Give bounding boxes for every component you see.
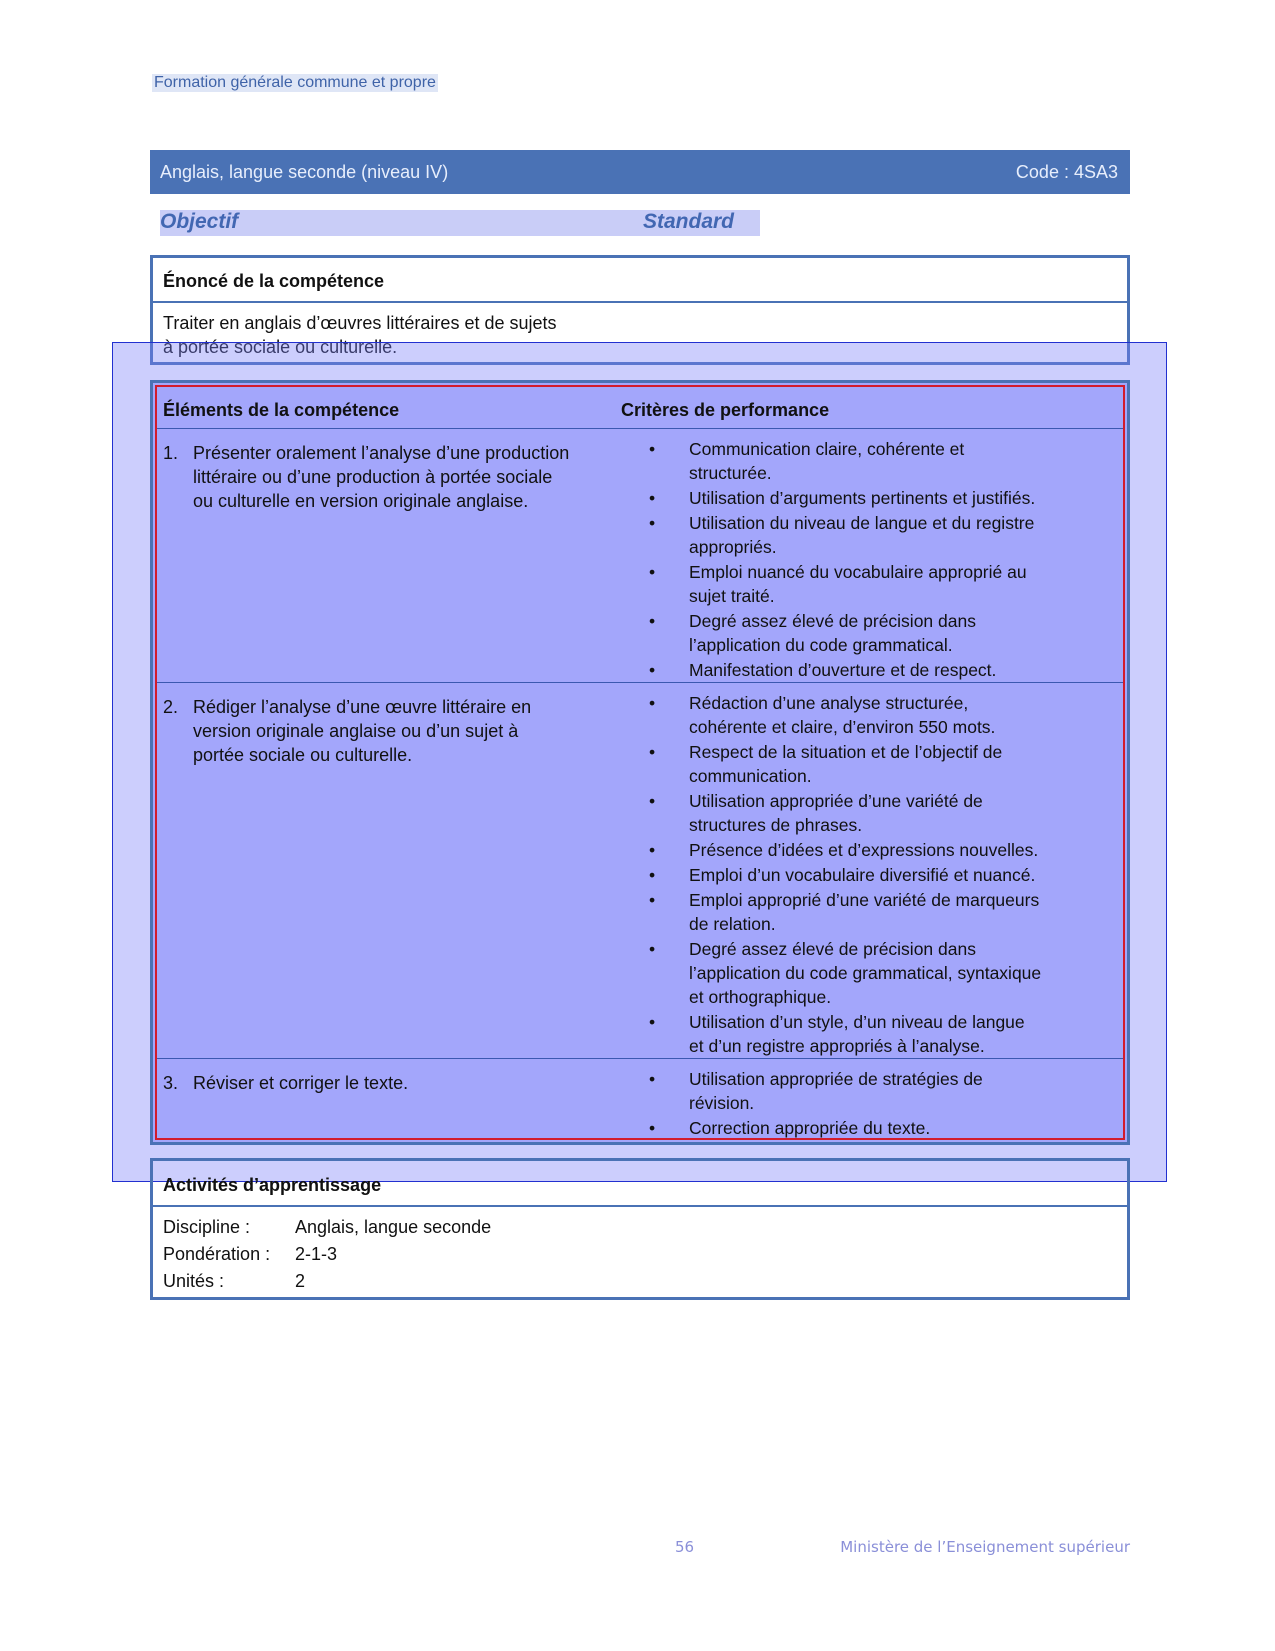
criteria-header-label: Critères de performance: [621, 400, 830, 420]
criterion-text-line: Degré assez élevé de précision dans: [689, 939, 976, 959]
criterion-item: [647, 511, 1127, 559]
element-text-line: littéraire ou d’une production à portée sociale: [193, 467, 553, 487]
element-text-line: version originale anglaise ou d’un sujet à: [193, 721, 519, 741]
criterion-text-line: Utilisation appropriée d’une variété de: [689, 791, 983, 811]
criterion-item: [647, 789, 1127, 837]
criterion-text: [689, 560, 1027, 608]
criterion-text-line: Emploi nuancé du vocabulaire approprié au: [689, 562, 1027, 582]
criterion-item: [647, 1010, 1127, 1058]
bullet-icon: •: [649, 1012, 656, 1032]
ponderation-line: [163, 1244, 337, 1265]
criterion-text: [689, 789, 983, 837]
elements-table-header: [157, 387, 1123, 429]
criterion-text-line: l’application du code grammatical, syntaxique: [689, 963, 1042, 983]
criterion-text-line: Degré assez élevé de précision dans: [689, 611, 976, 631]
course-title-bar: [150, 150, 1130, 194]
bullet-icon: •: [649, 439, 656, 459]
criterion-item: [647, 888, 1127, 936]
bullet-icon: •: [649, 488, 656, 508]
bullet-icon: •: [649, 562, 656, 582]
criterion-text-line: Utilisation appropriée de stratégies de: [689, 1069, 983, 1089]
element-description: [163, 441, 633, 513]
course-code: Code : 4SA3: [1015, 161, 1118, 182]
criterion-item: [647, 658, 1127, 682]
element-number: 1.: [163, 443, 179, 463]
criterion-item: [647, 560, 1127, 608]
bullet-icon: •: [649, 791, 656, 811]
criterion-text-line: sujet traité.: [689, 586, 775, 606]
bullet-icon: •: [649, 1069, 656, 1089]
criterion-text: [689, 1116, 930, 1140]
standard-heading: Standard: [643, 210, 735, 233]
bullet-icon: •: [649, 742, 656, 762]
discipline-line: [163, 1217, 491, 1238]
criterion-text-line: cohérente et claire, d’environ 550 mots.: [689, 717, 996, 737]
criterion-text-line: Manifestation d’ouverture et de respect.: [689, 660, 997, 680]
course-title: Anglais, langue seconde (niveau IV): [160, 161, 449, 182]
criterion-text: [689, 437, 964, 485]
criterion-item: [647, 437, 1127, 485]
criterion-text: [689, 486, 1035, 510]
criterion-text: [689, 937, 1041, 1009]
ponderation-label: Pondération :: [163, 1244, 271, 1264]
elements-rows: [157, 429, 1123, 1138]
bullet-icon: •: [649, 890, 656, 910]
statement-line: Traiter en anglais d’œuvres littéraires et de sujets: [163, 313, 557, 333]
page-footer: [675, 1538, 1130, 1558]
statement-line: à portée sociale ou culturelle.: [163, 337, 398, 357]
element-row: [157, 1059, 1123, 1138]
criterion-text: [689, 838, 1038, 862]
bullet-icon: •: [649, 939, 656, 959]
element-text: [193, 441, 569, 513]
criterion-text-line: révision.: [689, 1093, 755, 1113]
bullet-icon: •: [649, 611, 656, 631]
competency-elements-table: [150, 380, 1130, 1145]
objective-standard-row: [160, 210, 760, 236]
criterion-text: [689, 691, 995, 739]
criterion-text: [689, 863, 1035, 887]
criterion-text-line: de relation.: [689, 914, 776, 934]
criterion-text-line: structurée.: [689, 463, 772, 483]
criterion-item: [647, 1116, 1127, 1140]
elements-header-label: Éléments de la compétence: [163, 400, 400, 420]
units-label: Unités :: [163, 1271, 225, 1291]
learning-activities-header: Activités d’apprentissage: [153, 1161, 1127, 1207]
element-description: [163, 1071, 633, 1095]
element-number: 2.: [163, 697, 179, 717]
criterion-text-line: Emploi d’un vocabulaire diversifié et nuancé.: [689, 865, 1036, 885]
criterion-text: [689, 609, 976, 657]
performance-criteria-list: [647, 1067, 1127, 1141]
competency-statement-header: Énoncé de la compétence: [153, 258, 1127, 303]
criterion-item: [647, 863, 1127, 887]
criterion-text-line: l’application du code grammatical.: [689, 635, 953, 655]
units-line: [163, 1271, 305, 1292]
criterion-text-line: et orthographique.: [689, 987, 832, 1007]
bullet-icon: •: [649, 865, 656, 885]
criterion-text-line: Utilisation du niveau de langue et du registre: [689, 513, 1035, 533]
criterion-text-line: Respect de la situation et de l’objectif de: [689, 742, 1003, 762]
units-value: 2: [295, 1271, 306, 1291]
ponderation-value: 2-1-3: [295, 1244, 338, 1264]
criterion-text-line: communication.: [689, 766, 812, 786]
element-text: [193, 1071, 408, 1095]
criterion-item: [647, 740, 1127, 788]
criterion-text: [689, 658, 996, 682]
criterion-text-line: Communication claire, cohérente et: [689, 439, 965, 459]
bullet-icon: •: [649, 513, 656, 533]
criterion-text: [689, 888, 1039, 936]
criterion-item: [647, 838, 1127, 862]
criterion-text-line: Utilisation d’arguments pertinents et justifiés.: [689, 488, 1036, 508]
element-text-line: ou culturelle en version originale anglaise.: [193, 491, 529, 511]
performance-criteria-list: [647, 437, 1127, 683]
criterion-text-line: appropriés.: [689, 537, 777, 557]
bullet-icon: •: [649, 840, 656, 860]
criterion-text: [689, 511, 1034, 559]
criterion-item: [647, 1067, 1127, 1115]
criterion-text-line: Emploi approprié d’une variété de marqueurs: [689, 890, 1040, 910]
element-text-line: Présenter oralement l’analyse d’une production: [193, 443, 570, 463]
bullet-icon: •: [649, 660, 656, 680]
criterion-text: [689, 740, 1002, 788]
objective-heading: Objectif: [160, 210, 239, 233]
criterion-item: [647, 486, 1127, 510]
element-description: [163, 695, 633, 767]
criterion-text-line: Présence d’idées et d’expressions nouvelles.: [689, 840, 1039, 860]
page-number: 56: [675, 1538, 695, 1556]
bullet-icon: •: [649, 1118, 656, 1138]
criterion-text-line: Correction appropriée du texte.: [689, 1118, 931, 1138]
discipline-label: Discipline :: [163, 1217, 251, 1237]
criterion-item: [647, 937, 1127, 1009]
footer-ministry: Ministère de l’Enseignement supérieur: [840, 1538, 1130, 1556]
element-text-line: Réviser et corriger le texte.: [193, 1073, 409, 1093]
element-text: [193, 695, 531, 767]
bullet-icon: •: [649, 693, 656, 713]
criterion-text-line: et d’un registre appropriés à l’analyse.: [689, 1036, 985, 1056]
element-number: 3.: [163, 1073, 179, 1093]
discipline-value: Anglais, langue seconde: [295, 1217, 492, 1237]
criterion-text: [689, 1010, 1025, 1058]
criterion-text-line: Utilisation d’un style, d’un niveau de langue: [689, 1012, 1025, 1032]
element-text-line: portée sociale ou culturelle.: [193, 745, 413, 765]
learning-activities-box: [150, 1158, 1130, 1300]
performance-criteria-list: [647, 691, 1127, 1059]
criterion-text-line: Rédaction d’une analyse structurée,: [689, 693, 969, 713]
element-row: [157, 429, 1123, 683]
element-text-line: Rédiger l’analyse d’une œuvre littéraire en: [193, 697, 532, 717]
element-row: [157, 683, 1123, 1059]
criterion-text: [689, 1067, 983, 1115]
criterion-item: [647, 609, 1127, 657]
criterion-text-line: structures de phrases.: [689, 815, 863, 835]
running-header: Formation générale commune et propre: [154, 74, 436, 91]
elements-highlight-frame: [155, 385, 1125, 1140]
criterion-item: [647, 691, 1127, 739]
